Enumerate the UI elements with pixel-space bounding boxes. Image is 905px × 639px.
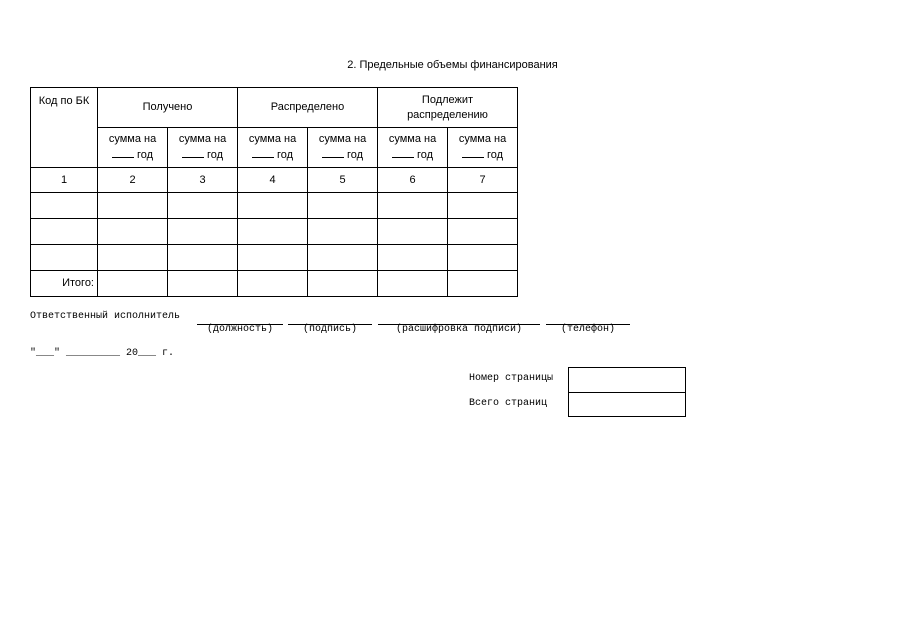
table-cell[interactable] [448, 193, 518, 219]
column-number-row [31, 168, 518, 193]
table-cell[interactable] [238, 245, 308, 271]
header-kbk: Код по БК [31, 88, 98, 168]
name-transcript-caption: (расшифровка подписи) [395, 324, 523, 335]
column-number: 2 [98, 168, 168, 193]
phone-caption: (телефон) [560, 324, 615, 335]
column-number: 3 [168, 168, 238, 193]
table-cell[interactable] [448, 245, 518, 271]
table-cell[interactable] [378, 245, 448, 271]
subheader-cell: сумма на год [308, 128, 378, 168]
position-caption: (должность) [206, 324, 273, 335]
table-row [31, 245, 518, 271]
header-to-distribute: Подлежит распределению [378, 88, 518, 128]
table-cell[interactable] [308, 219, 378, 245]
year-blank [392, 147, 414, 158]
subheader-cell: сумма на год [378, 128, 448, 168]
table-cell[interactable] [238, 271, 308, 297]
table-cell[interactable] [448, 271, 518, 297]
table-header-row [31, 88, 518, 128]
table-cell[interactable] [308, 271, 378, 297]
column-number: 4 [238, 168, 308, 193]
year-blank [252, 147, 274, 158]
table-subheader-row [31, 128, 518, 168]
table-cell[interactable] [168, 245, 238, 271]
table-cell[interactable] [98, 271, 168, 297]
table-cell[interactable] [378, 219, 448, 245]
total-row [31, 271, 518, 297]
page-number-label: Номер страницы [469, 373, 554, 384]
page-number-box[interactable] [568, 367, 686, 393]
table-cell[interactable] [168, 193, 238, 219]
table-cell[interactable] [448, 219, 518, 245]
signature-caption: (подпись) [302, 324, 357, 335]
year-blank [322, 147, 344, 158]
year-blank [112, 147, 134, 158]
column-number: 5 [308, 168, 378, 193]
year-blank [462, 147, 484, 158]
header-distributed: Распределено [238, 88, 378, 128]
subheader-cell: сумма на год [98, 128, 168, 168]
column-number: 7 [448, 168, 518, 193]
table-cell[interactable] [168, 219, 238, 245]
total-pages-label: Всего страниц [469, 398, 548, 409]
column-number: 6 [378, 168, 448, 193]
table-cell[interactable] [308, 245, 378, 271]
date-line: "___" _________ 20___ г. [30, 348, 175, 359]
table-cell[interactable] [378, 193, 448, 219]
table-cell[interactable] [98, 193, 168, 219]
table-cell[interactable] [238, 219, 308, 245]
subheader-cell: сумма на год [238, 128, 308, 168]
year-blank [182, 147, 204, 158]
funding-limits-table [30, 87, 518, 297]
responsible-executor-label: Ответственный исполнитель [30, 311, 181, 322]
table-row [31, 219, 518, 245]
table-row [31, 193, 518, 219]
table-cell[interactable] [238, 193, 308, 219]
total-pages-box[interactable] [568, 392, 686, 417]
total-label: Итого: [31, 271, 98, 297]
section-title: 2. Предельные объемы финансирования [347, 59, 558, 71]
table-cell[interactable] [31, 219, 98, 245]
table-cell[interactable] [98, 245, 168, 271]
header-received: Получено [98, 88, 238, 128]
table-cell[interactable] [98, 219, 168, 245]
subheader-cell: сумма на год [168, 128, 238, 168]
column-number: 1 [31, 168, 98, 193]
table-cell[interactable] [378, 271, 448, 297]
table-cell[interactable] [31, 245, 98, 271]
table-cell[interactable] [308, 193, 378, 219]
table-cell[interactable] [168, 271, 238, 297]
table-cell[interactable] [31, 193, 98, 219]
subheader-cell: сумма на год [448, 128, 518, 168]
